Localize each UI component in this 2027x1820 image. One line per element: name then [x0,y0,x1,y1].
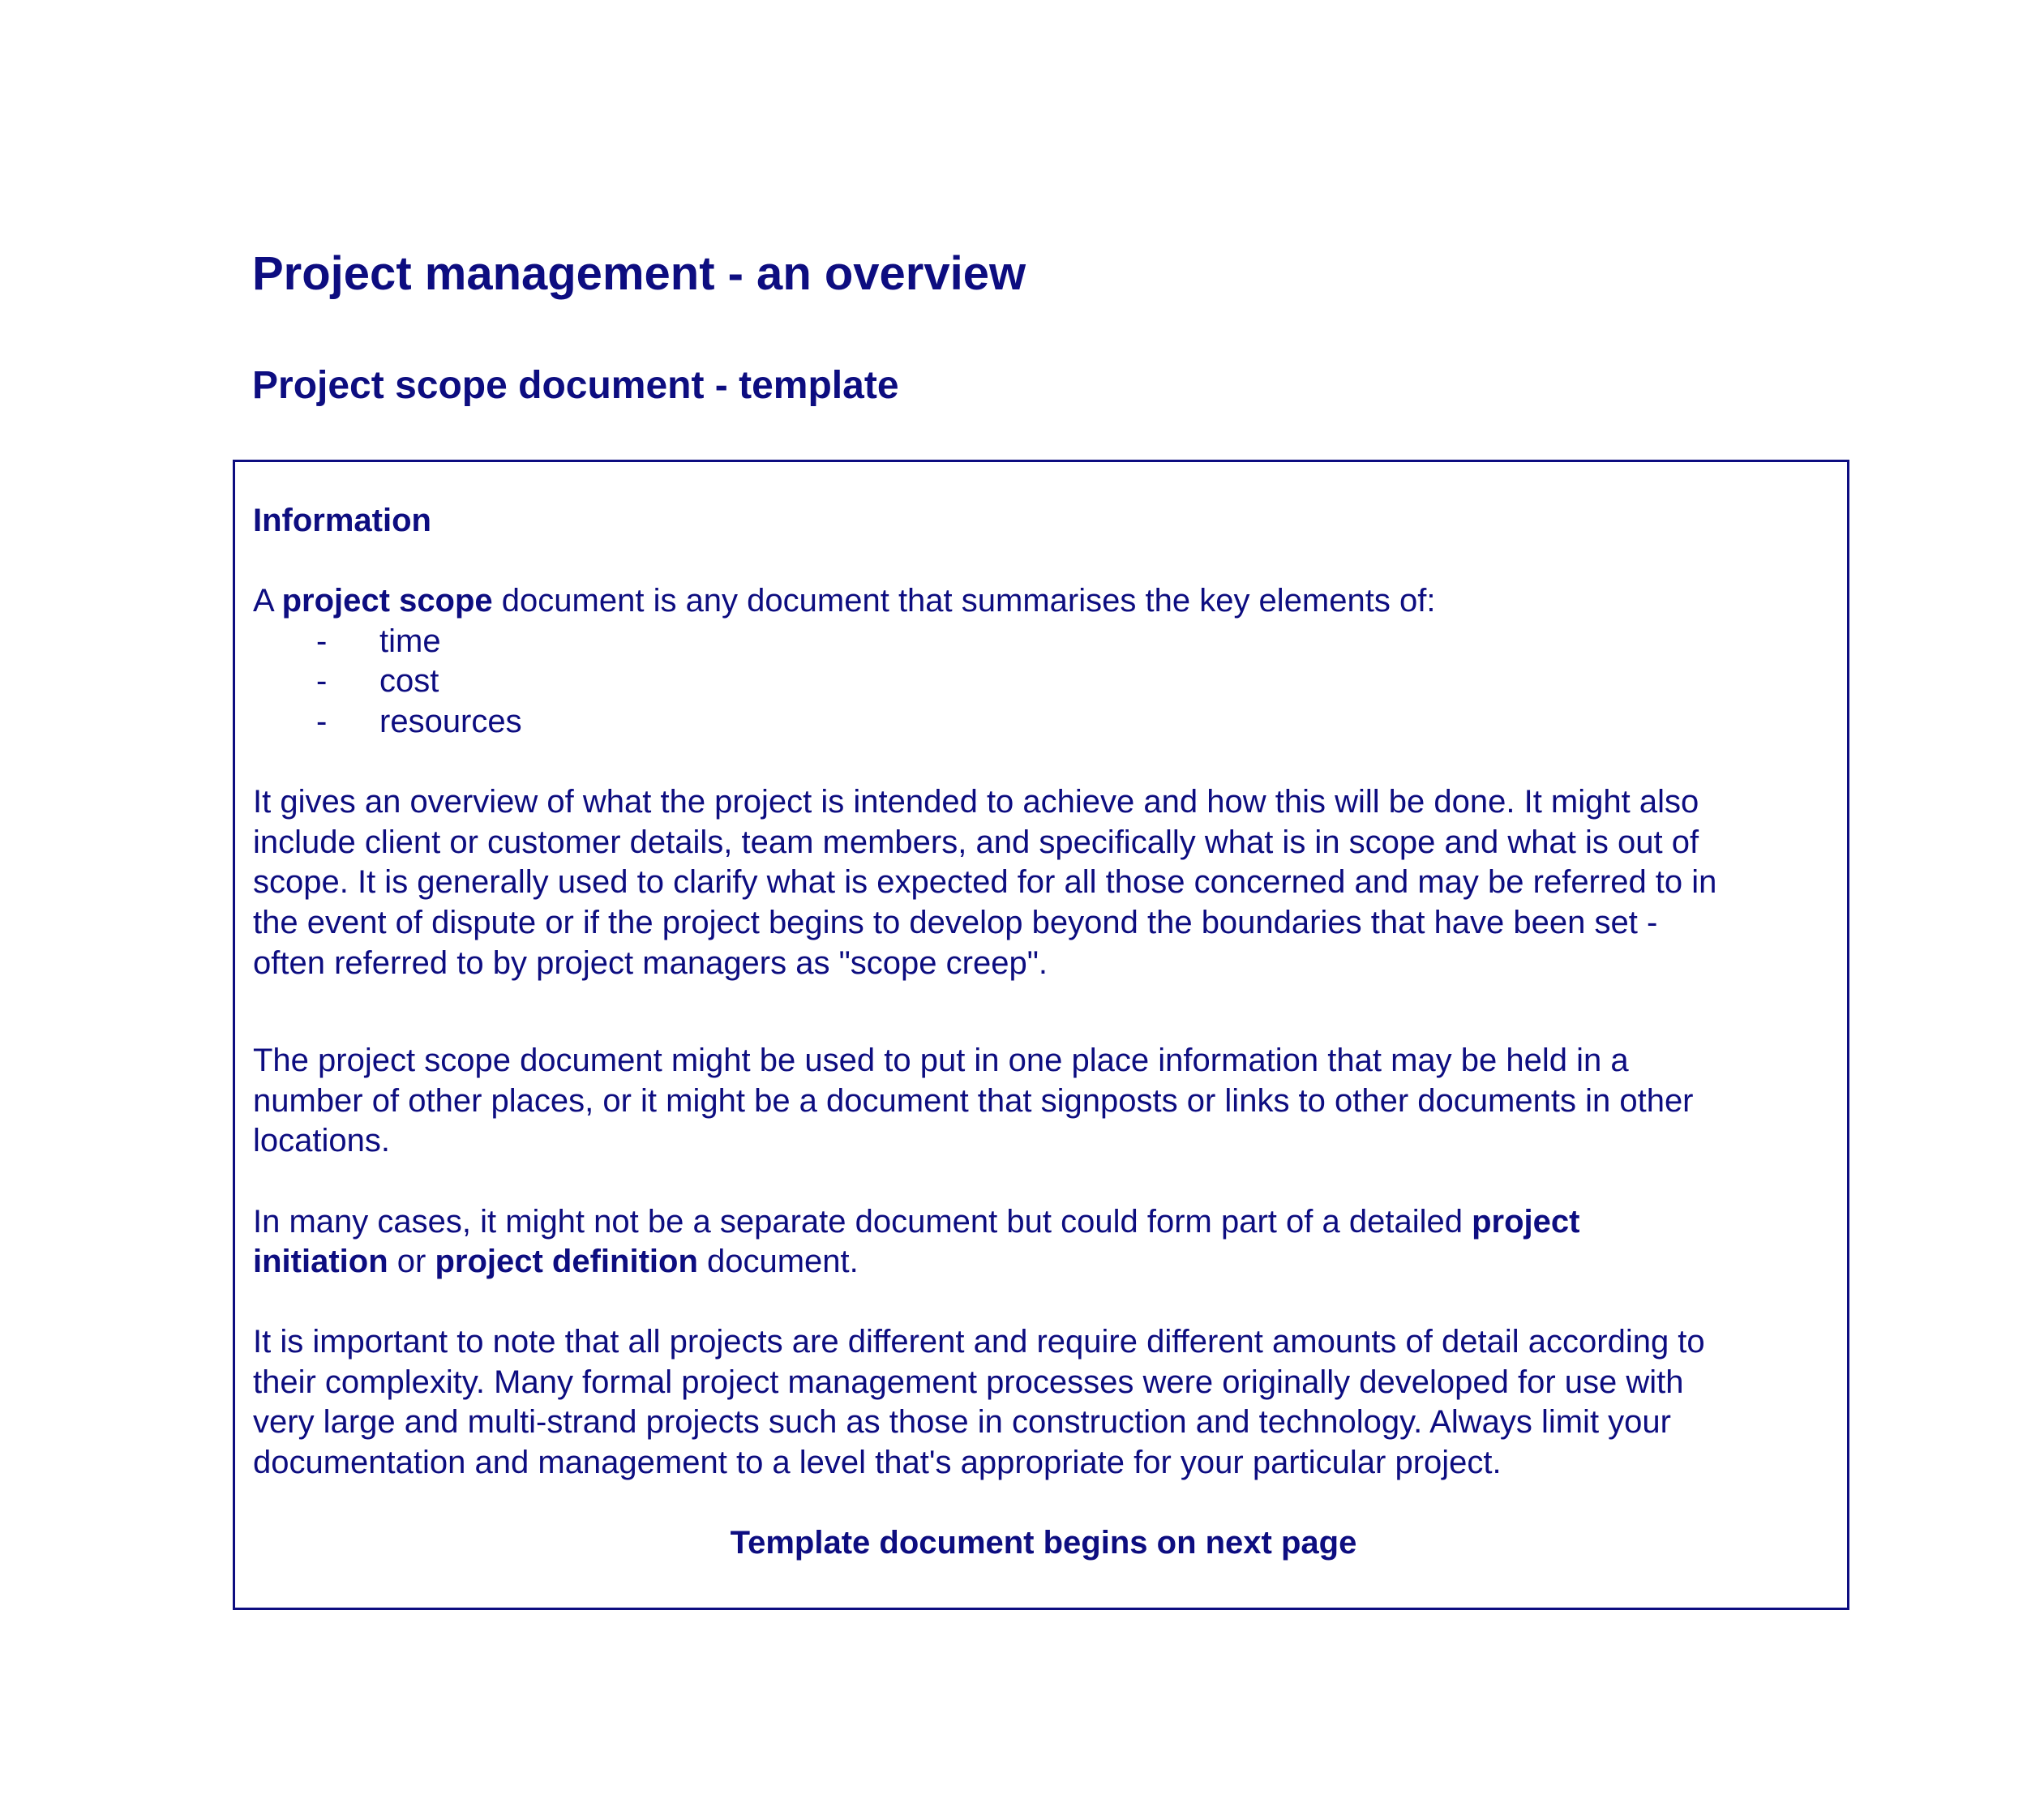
information-heading: Information [253,503,431,538]
paragraph-line [253,1202,1834,1243]
paragraph-text: In many cases, it might not be a separate document but could form part of a detailed [253,1203,1472,1240]
paragraph-line [253,1242,1834,1283]
page-subtitle: Project scope document - template [252,364,899,407]
paragraph-line: often referred to by project managers as "scope creep". [253,944,1048,981]
list-item-label: resources [379,703,522,739]
bold-term: project [1472,1203,1580,1240]
spacer [253,1484,1834,1524]
list-item [253,622,1834,662]
paragraph-line: very large and multi-strand projects such as those in construction and technology. Always limit your [253,1404,1671,1441]
spacer [253,542,1834,582]
list-item [253,702,1834,743]
paragraph-line: It is important to note that all projects are different and require different amounts of detail according to [253,1324,1705,1360]
paragraph-text: document. [697,1244,859,1280]
initiation-paragraph [253,1202,1834,1283]
intro-bold-term: project scope [281,583,493,619]
information-box-content [253,501,1834,1564]
intro-text-after: document is any document that summarises the key elements of: [492,583,1436,619]
spacer [253,743,1834,783]
spacer [253,1283,1834,1323]
list-item [253,662,1834,702]
intro-text-before: A [253,583,282,619]
spacer [253,983,1834,1041]
key-elements-list [253,622,1834,743]
overview-paragraph [253,782,1834,983]
page-title: Project management - an overview [252,247,1026,300]
spacer [253,1162,1834,1202]
paragraph-line: scope. It is generally used to clarify what is expected for all those concerned and may be referred to in [253,864,1717,901]
dash-bullet: - [316,663,328,700]
bold-term: project definition [435,1244,698,1280]
paragraph-line: include client or customer details, team members, and specifically what is in scope and what is out of [253,824,1699,860]
paragraph-line: documentation and management to a level that's appropriate for your particular project. [253,1445,1502,1481]
paragraph-line: The project scope document might be used to put in one place information that may be held in a [253,1043,1629,1079]
paragraph-line: the event of dispute or if the project begins to develop beyond the boundaries that have been set - [253,904,1658,940]
list-item-label: time [379,623,441,659]
paragraph-line: It gives an overview of what the project is intended to achieve and how this will be done. It might also [253,784,1699,820]
dash-bullet: - [316,623,328,659]
information-box [233,460,1849,1610]
template-begins-note: Template document begins on next page [730,1525,1357,1561]
list-item-label: cost [379,663,439,700]
intro-paragraph [253,581,1834,622]
paragraph-line: their complexity. Many formal project management processes were originally developed for use with [253,1364,1684,1400]
paragraph-line: locations. [253,1123,390,1159]
complexity-paragraph [253,1322,1834,1483]
dash-bullet: - [316,703,328,739]
bold-term: initiation [253,1244,388,1280]
paragraph-text: or [388,1244,435,1280]
usage-paragraph [253,1041,1834,1162]
paragraph-line: number of other places, or it might be a document that signposts or links to other documents in other [253,1082,1694,1119]
